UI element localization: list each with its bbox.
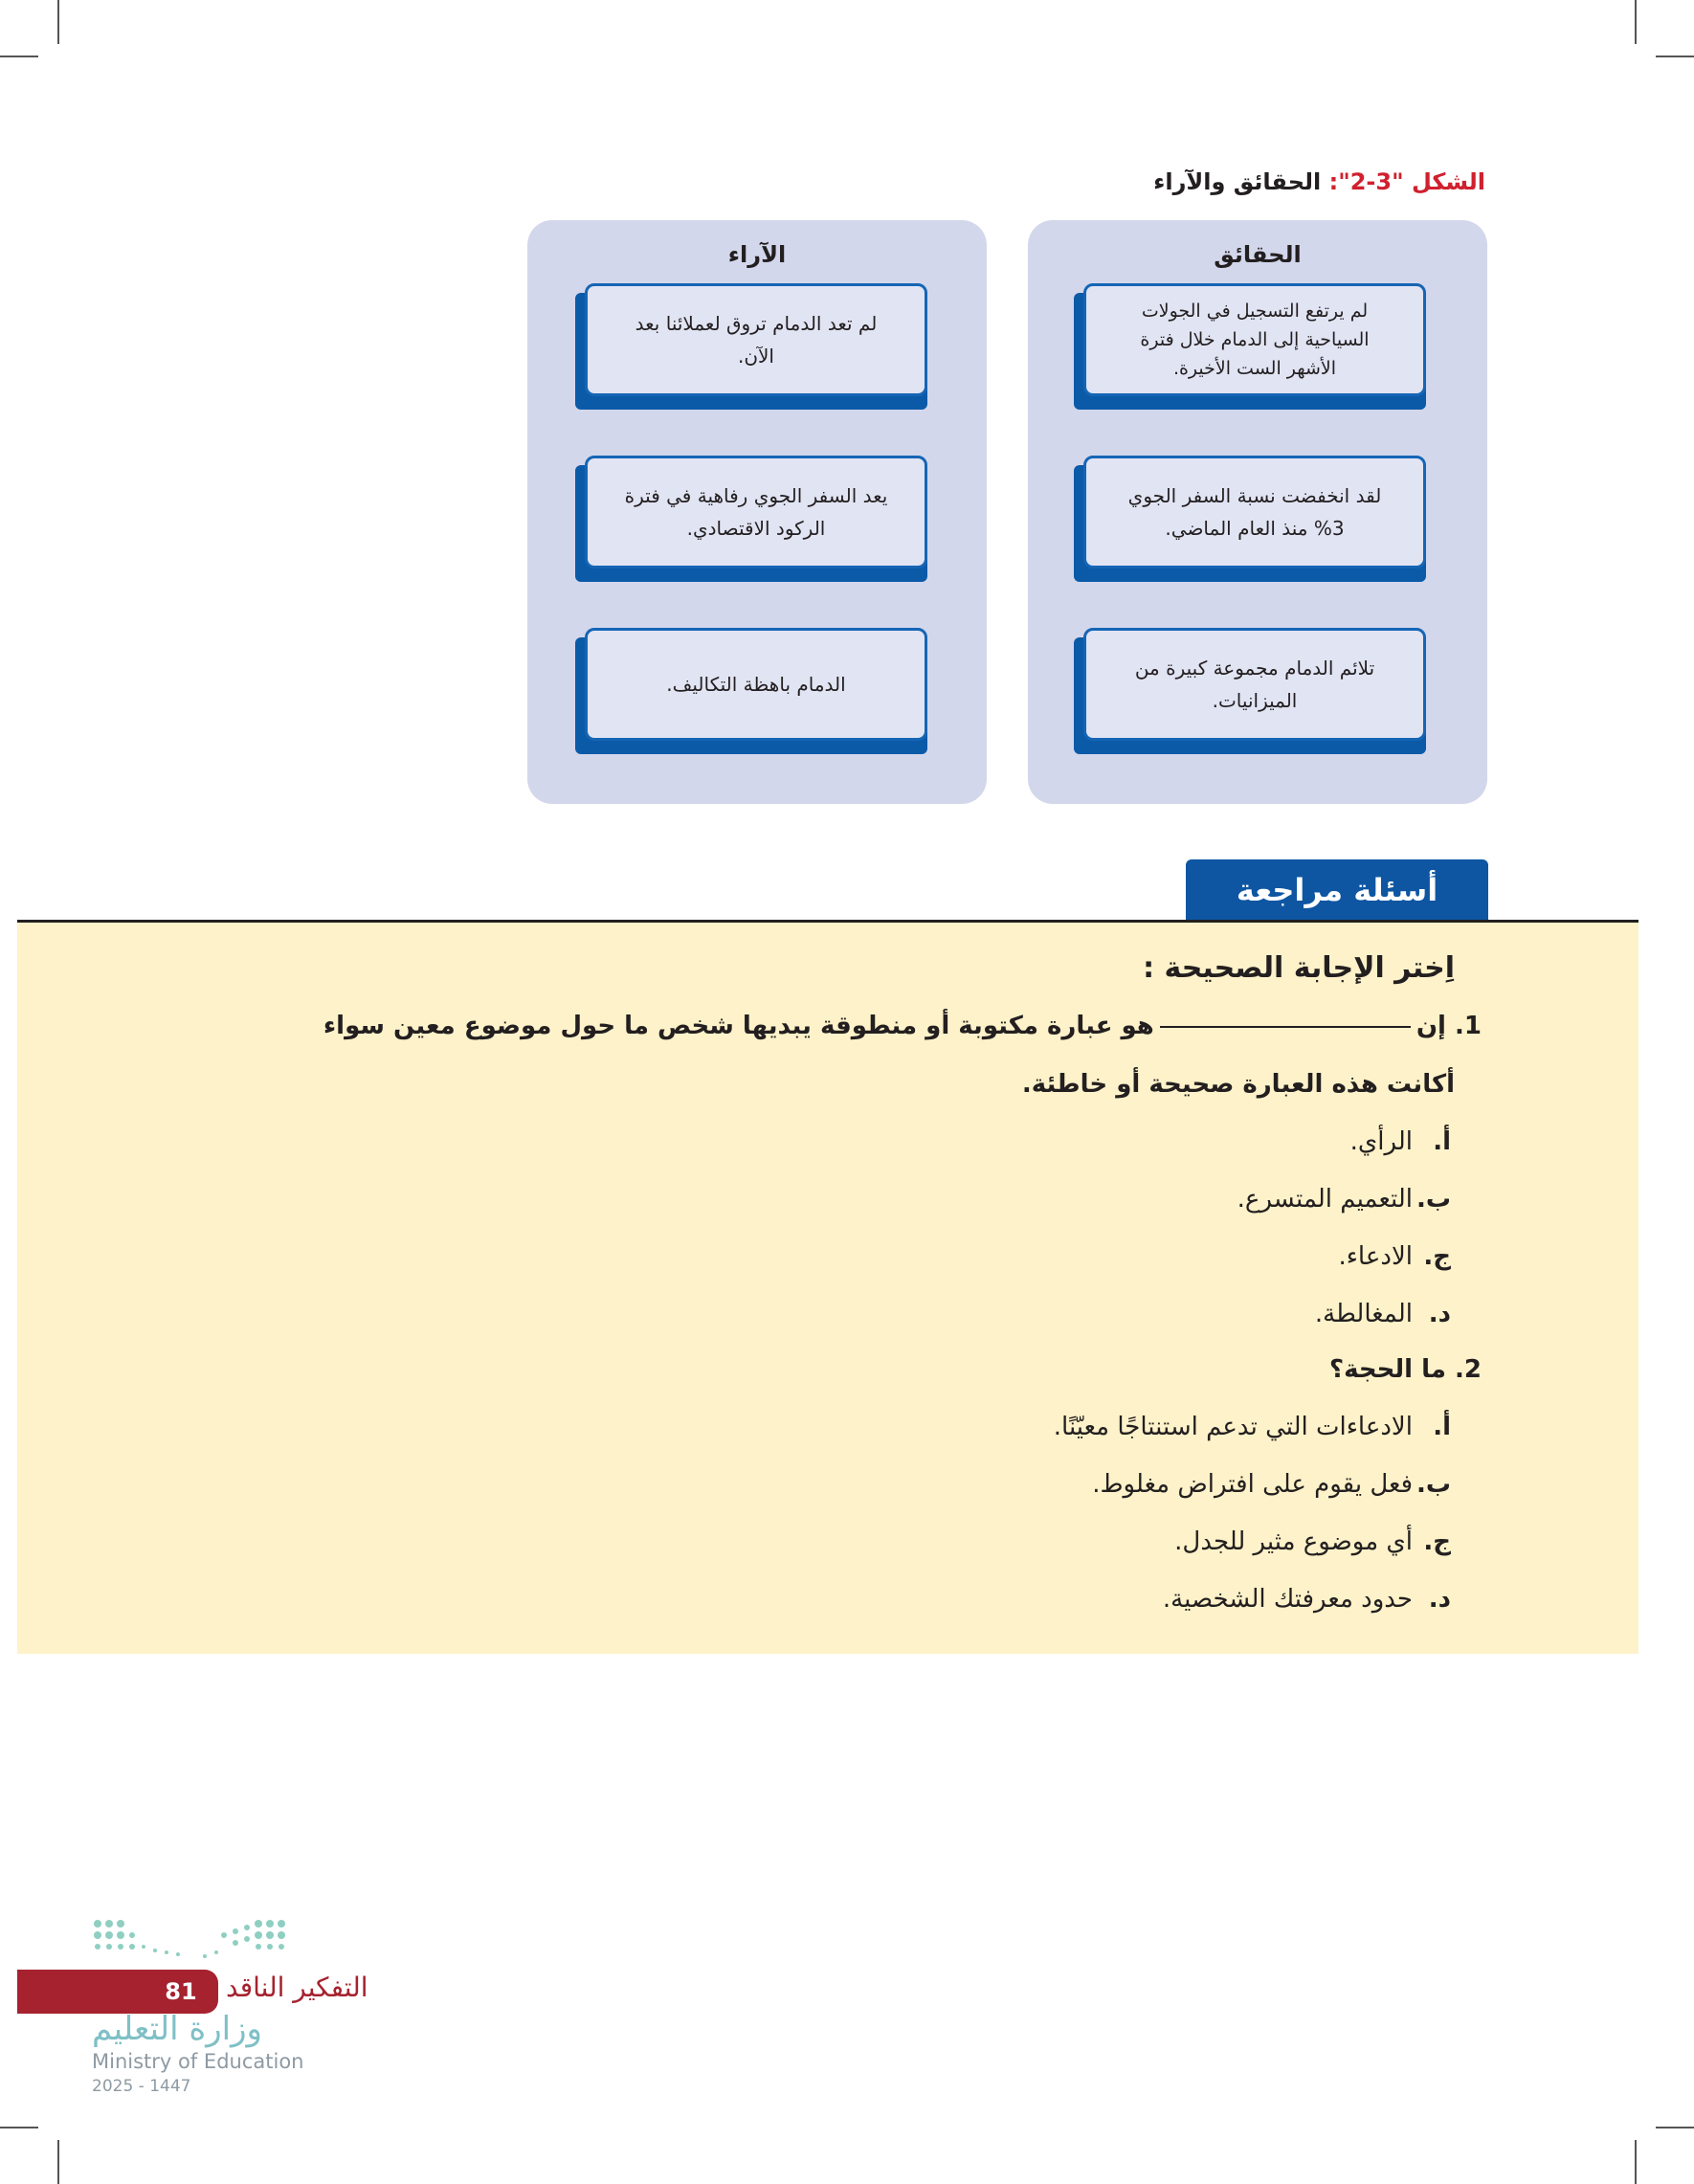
fact-card (1074, 283, 1436, 410)
facts-title: الحقائق (1214, 241, 1302, 268)
fact-card (1074, 456, 1436, 582)
option (1092, 1470, 1451, 1499)
question-number: 2. (1455, 1355, 1482, 1384)
opinion-text: لم تعد الدمام تروق لعملائنا بعد الآن. (585, 283, 927, 396)
crop-mark (1656, 2127, 1694, 2128)
ministry-name-arabic: وزارة التعليم (92, 2010, 262, 2048)
answer-blank (1160, 1026, 1411, 1028)
crop-mark (57, 2140, 59, 2184)
question-number: 1. (1455, 1012, 1482, 1040)
option-letter: ب. (1415, 1470, 1451, 1499)
ministry-logo-dots (90, 1918, 310, 1972)
crop-mark (1656, 56, 1694, 57)
option-text: الادعاء. (1338, 1242, 1413, 1271)
facts-panel (1028, 220, 1487, 804)
question-1 (323, 1012, 1482, 1040)
ministry-name-english: Ministry of Education (92, 2050, 304, 2073)
option-text: أي موضوع مثير للجدل. (1174, 1527, 1413, 1556)
option (1237, 1185, 1451, 1214)
option-letter: أ. (1433, 1127, 1451, 1156)
question-text: ما الحجة؟ (1329, 1355, 1446, 1384)
figure-label: الشكل "3-2": (1328, 168, 1485, 195)
opinions-title: الآراء (727, 241, 787, 268)
figure-title: الحقائق والآراء (1153, 168, 1322, 195)
option-text: الادعاءات التي تدعم استنتاجًا معيّنًا. (1053, 1413, 1413, 1441)
option-text: التعميم المتسرع. (1237, 1185, 1413, 1214)
question-text: هو عبارة مكتوبة أو منطوقة يبديها شخص ما حول موضوع معين سواء (323, 1012, 1154, 1040)
option-letter: د. (1428, 1585, 1451, 1614)
opinion-text: يعد السفر الجوي رفاهية في فترة الركود الاقتصادي. (585, 456, 927, 568)
review-heading: اِختر الإجابة الصحيحة : (1143, 951, 1455, 985)
option (1338, 1242, 1451, 1271)
option-letter: د. (1428, 1300, 1451, 1328)
crop-mark (0, 56, 38, 57)
book-title: التفكير الناقد (226, 1972, 368, 2003)
question-1-continuation: أكانت هذه العبارة صحيحة أو خاطئة. (1021, 1070, 1455, 1099)
crop-mark (0, 2127, 38, 2128)
crop-mark (1635, 0, 1637, 44)
option (1315, 1300, 1451, 1328)
figure-caption (1153, 168, 1485, 195)
fact-text: لقد انخفضت نسبة السفر الجوي 3% منذ العام الماضي. (1083, 456, 1426, 568)
option-text: فعل يقوم على افتراض مغلوط. (1092, 1470, 1413, 1499)
option (1174, 1527, 1451, 1556)
question-prefix: إن (1415, 1012, 1446, 1040)
opinions-panel (527, 220, 987, 804)
opinion-card (575, 456, 937, 582)
option-letter: أ. (1433, 1413, 1451, 1441)
option (1054, 1413, 1451, 1441)
option-letter: ب. (1415, 1185, 1451, 1214)
edition-year: 2025 - 1447 (92, 2077, 191, 2096)
option-letter: ج. (1423, 1242, 1451, 1271)
review-tab: أسئلة مراجعة (1186, 859, 1488, 921)
question-2 (1329, 1355, 1482, 1384)
option-letter: ج. (1423, 1527, 1451, 1556)
page-number: 81 (165, 1978, 197, 2005)
option-text: حدود معرفتك الشخصية. (1162, 1585, 1413, 1614)
option-text: الرأي. (1349, 1127, 1413, 1156)
crop-mark (1635, 2140, 1637, 2184)
crop-mark (57, 0, 59, 44)
option (1350, 1127, 1451, 1156)
option-text: المغالطة. (1314, 1300, 1413, 1328)
opinion-text: الدمام باهظة التكاليف. (585, 628, 927, 741)
fact-card (1074, 628, 1436, 754)
opinion-card (575, 628, 937, 754)
fact-text: لم يرتفع التسجيل في الجولات السياحية إلى الدمام خلال فترة الأشهر الست الأخيرة. (1083, 283, 1426, 396)
fact-text: تلائم الدمام مجموعة كبيرة من الميزانيات. (1083, 628, 1426, 741)
opinion-card (575, 283, 937, 410)
option (1163, 1585, 1451, 1614)
